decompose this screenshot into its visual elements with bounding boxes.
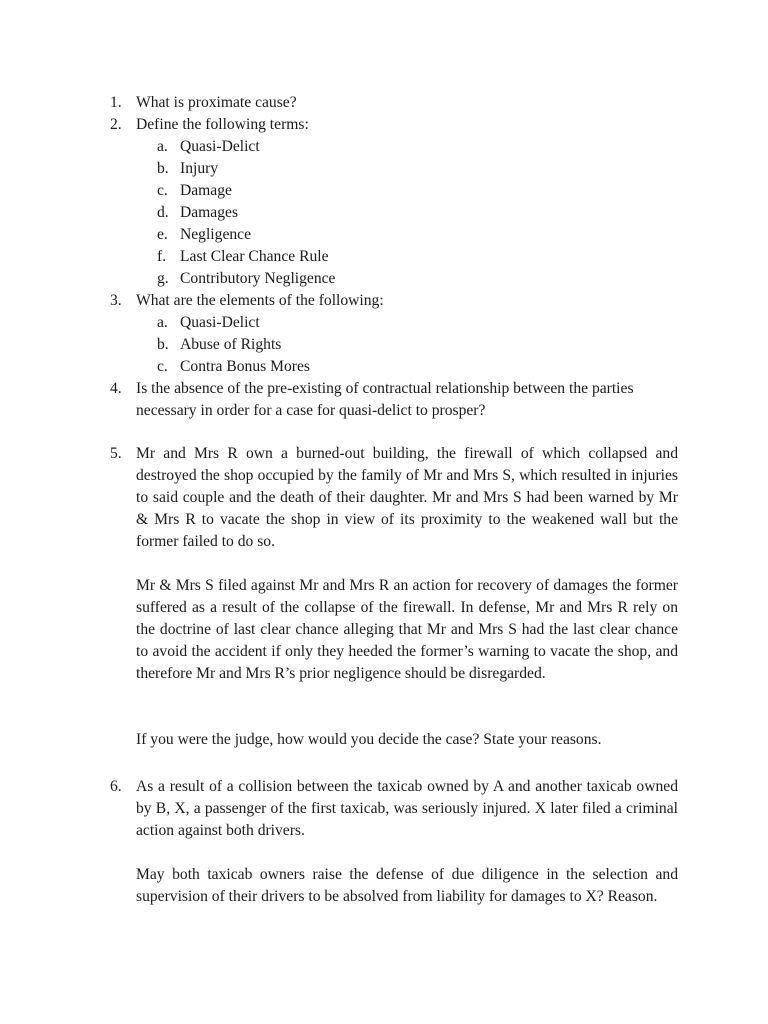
list-item [157, 136, 260, 158]
list-item [157, 268, 335, 290]
list-item-text: Damages [180, 204, 239, 221]
list-item-text: Abuse of Rights [180, 336, 282, 353]
list-item-text: Injury [180, 160, 219, 177]
list-item [157, 180, 232, 202]
list-item-text: Contra Bonus Mores [180, 358, 310, 375]
list-letter: f. [157, 248, 167, 265]
question-number: 3. [110, 292, 122, 309]
list-letter: c. [157, 182, 168, 199]
list-item-text: Negligence [180, 226, 252, 243]
question-number: 2. [110, 116, 122, 133]
list-item [157, 356, 310, 378]
question-text: Mr and Mrs R own a burned-out building, the firewall of which collapsed and destroyed the shop occupied by the family of Mr and Mrs S, which resulted in injuries to said couple and the death of their daughter. Mr and Mrs S had been warned by Mr & Mrs R to vacate the shop in view of its proximity to the weakened wall but the former failed to do so. [136, 445, 678, 550]
question-3 [110, 290, 678, 312]
list-letter: c. [157, 358, 168, 375]
question-4 [110, 378, 678, 422]
question-6-paragraph-2: May both taxicab owners raise the defense of due diligence in the selection and supervision of their drivers to be absolved from liability for damages to X? Reason. [136, 866, 678, 905]
list-item [157, 202, 238, 224]
list-letter: g. [157, 270, 169, 287]
question-5-paragraph-2: Mr & Mrs S filed against Mr and Mrs R an action for recovery of damages the former suffered as a result of the collapse of the firewall. In defense, Mr and Mrs R rely on the doctrine of last clear chance alleging that Mr and Mrs S had the last clear chance to avoid the accident if only they heeded the former’s warning to vacate the shop, and therefore Mr and Mrs R’s prior negligence should be disregarded. [136, 577, 678, 682]
question-text: What are the elements of the following: [136, 292, 384, 309]
question-number: 6. [110, 778, 122, 795]
list-letter: a. [157, 314, 168, 331]
question-number: 4. [110, 380, 122, 397]
question-number: 1. [110, 94, 122, 111]
list-letter: e. [157, 226, 168, 243]
question-5 [110, 443, 678, 553]
list-letter: b. [157, 336, 169, 353]
question-number: 5. [110, 445, 122, 462]
list-item [157, 158, 218, 180]
question-text: As a result of a collision between the taxicab owned by A and another taxicab owned by B, X, a passenger of the first taxicab, was seriously injured. X later filed a criminal action against both drivers. [136, 778, 678, 839]
question-5-paragraph-3: If you were the judge, how would you decide the case? State your reasons. [136, 731, 602, 748]
question-text: Define the following terms: [136, 116, 309, 133]
list-letter: a. [157, 138, 168, 155]
list-item-text: Quasi-Delict [180, 138, 260, 155]
list-item-text: Quasi-Delict [180, 314, 260, 331]
list-item-text: Contributory Negligence [180, 270, 336, 287]
list-item [157, 334, 281, 356]
list-item-text: Damage [180, 182, 232, 199]
list-item [157, 246, 329, 268]
question-1 [110, 92, 678, 114]
question-text: Is the absence of the pre-existing of contractual relationship between the parties necessary in order for a case for quasi-delict to prosper? [136, 380, 634, 419]
list-item [157, 224, 251, 246]
list-letter: d. [157, 204, 169, 221]
question-text: What is proximate cause? [136, 94, 297, 111]
question-6 [110, 776, 678, 842]
list-letter: b. [157, 160, 169, 177]
list-item-text: Last Clear Chance Rule [180, 248, 329, 265]
question-2 [110, 114, 678, 136]
list-item [157, 312, 260, 334]
